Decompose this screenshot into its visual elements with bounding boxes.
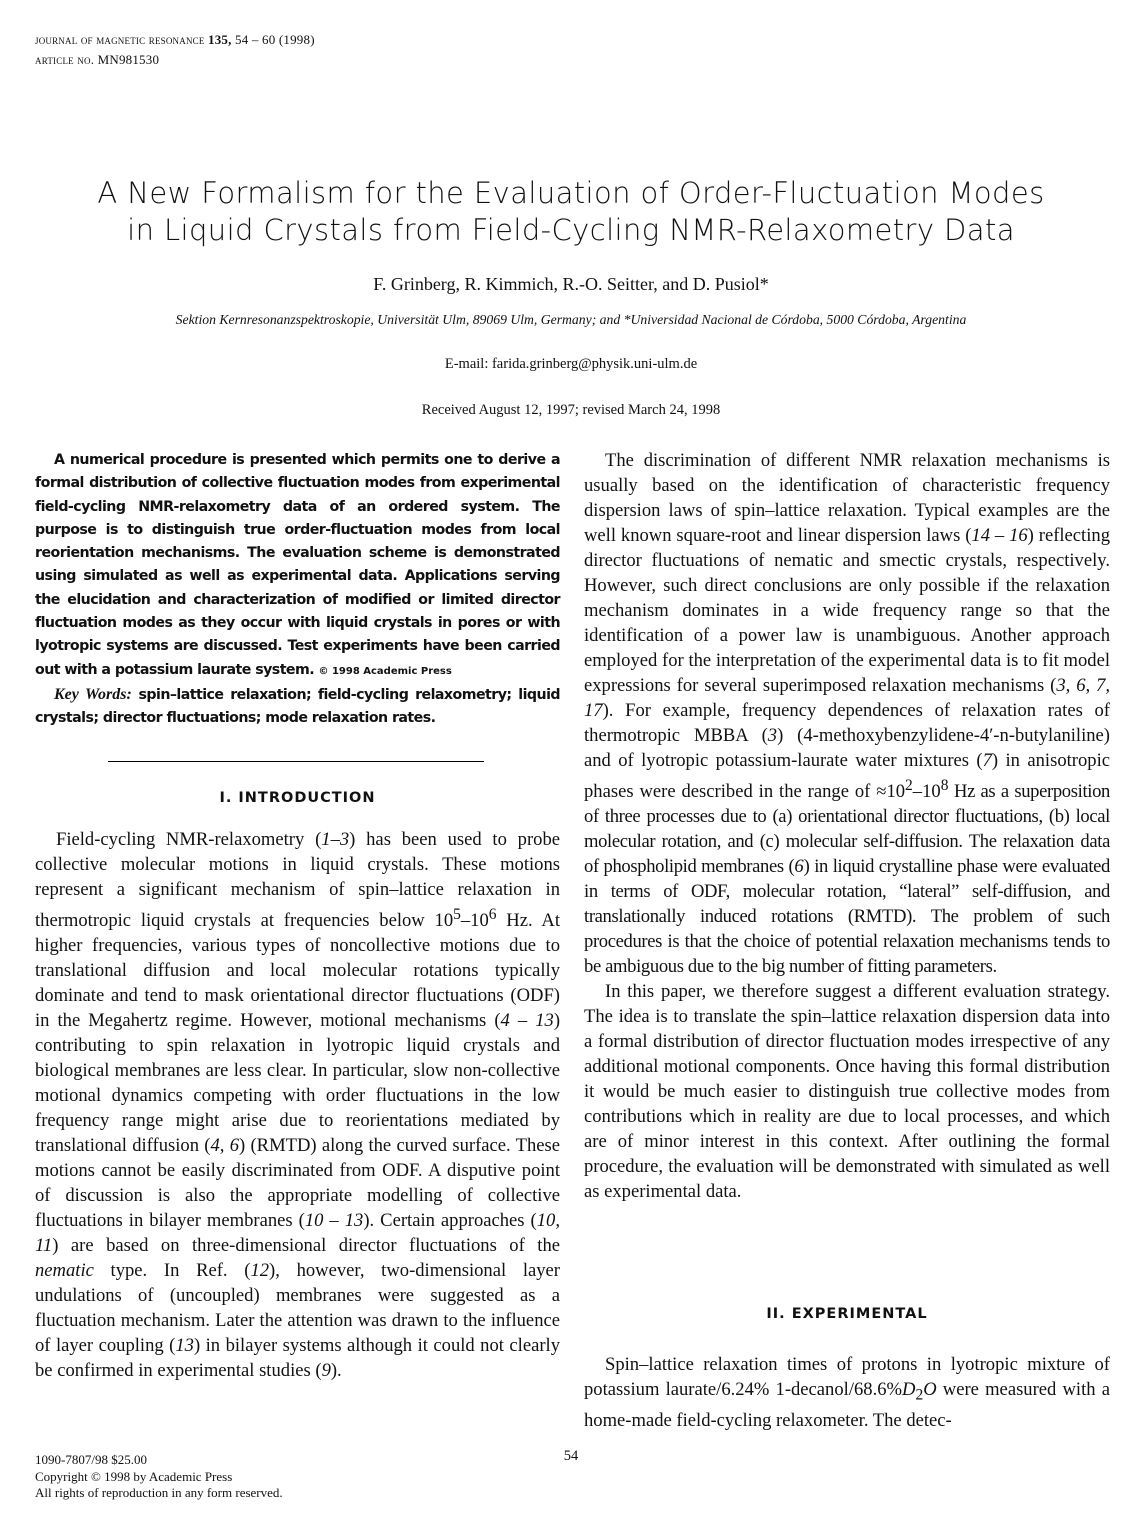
abstract bbox=[35, 449, 560, 731]
section-heading-experimental: II. EXPERIMENTAL bbox=[766, 1306, 928, 1322]
title-line-1: A New Formalism for the Evaluation of Order-Fluctuation Modes bbox=[97, 176, 1045, 210]
author-list: F. Grinberg, R. Kimmich, R.-O. Seitter, and D. Pusiol* bbox=[373, 274, 769, 294]
title-line-2: in Liquid Crystals from Field-Cycling NMR-Relaxometry Data bbox=[127, 213, 1015, 247]
footer-copyright: Copyright © 1998 by Academic Press bbox=[35, 1468, 233, 1484]
abstract-text bbox=[35, 449, 560, 683]
ref-citation: 1–3 bbox=[321, 829, 350, 850]
ref-citation: 3, 6, 7, 17 bbox=[584, 675, 1110, 721]
experimental-column bbox=[584, 1352, 1110, 1433]
paper-title bbox=[40, 175, 1102, 249]
contact-email: E-mail: farida.grinberg@physik.uni-ulm.de bbox=[444, 356, 698, 372]
abstract-body: A numerical procedure is presented which permits one to derive a formal distribution of collective fluctuation modes from experimental field-cycling NMR-relaxometry data of an ordered system. The purpose is to distinguish true order-fluctuation modes from local reorientation mechanisms. The evaluation scheme is demonstrated using simulated as well as experimental data. Applications serving the elucidation and characterization of modified or limited director fluctuation modes as they occur with liquid crystals in pores or with lyotropic systems are discussed. Test experiments have been carried out with a potassium laurate system. bbox=[35, 452, 560, 678]
key-words-list: spin–lattice relaxation; field-cycling relaxometry; liquid crystals; director fluctuations; mode relaxation rates. bbox=[35, 686, 560, 727]
introduction-right-column bbox=[584, 448, 1110, 1204]
introduction-left-column bbox=[35, 827, 560, 1383]
introduction-paragraph-3: In this paper, we therefore suggest a different evaluation strategy. The idea is to translate the spin–lattice relaxation dispersion data into a formal distribution of director fluctuation modes irrespective of any additional motional components. Once having this formal distribution it would be much easier to distinguish true collective modes from contributions which in reality are due to local processes, and which are of minor interest in this context. After outlining the formal procedure, the evaluation will be demonstrated with simulated as well as experimental data. bbox=[584, 981, 1110, 1203]
abstract-copyright: © 1998 Academic Press bbox=[318, 665, 452, 677]
received-dates: Received August 12, 1997; revised March 24, 1998 bbox=[421, 402, 721, 418]
ref-citation: 6 bbox=[794, 856, 804, 878]
introduction-paragraph-2: The discrimination of different NMR relaxation mechanisms is usually based on the identification of characteristic frequency dispersion laws of spin–lattice relaxation. Typical examples are the well known square-root and linear dispersion laws (14 – 16) reflecting director fluctuations of nematic and smectic crystals, respectively. However, such direct conclusions are only possible if the relaxation mechanism dominates in a wide frequency range so that the identification of a power law is unambiguous. Another approach employed for the interpretation of the experimental data is to fit model expressions for several superimposed relaxation mechanisms (3, 6, 7, 17). For example, frequency dependences of relaxation rates of thermotropic MBBA (3) (4-methoxybenzylidene-4′-n-butylaniline) and of lyotropic potassium-laurate water mixtures (7) in anisotropic phases were described in the range of $\approx 10^2-10^8$ Hz as a superposition of three processes due to (a) orientational director fluctuations, (b) local molecular rotation, and (c) molecular self-diffusion. The relaxation data of phospholipid membranes (6) in liquid crystalline phase were evaluated in terms of ODF, molecular rotation, “lateral” self-diffusion, and translationally induced rotations (RMTD). The problem of such procedures is that the choice of potential relaxation mechanisms tends to be ambiguous due to the big number of fitting parameters. bbox=[584, 450, 1110, 978]
ref-citation: 13 bbox=[175, 1335, 194, 1357]
ref-citation: 12 bbox=[250, 1260, 270, 1282]
key-words bbox=[35, 683, 560, 731]
article-label: article no. bbox=[35, 52, 95, 67]
ref-citation: 4 – 13 bbox=[500, 1010, 554, 1032]
nematic-term: nematic bbox=[35, 1260, 94, 1282]
page-number: 54 bbox=[563, 1448, 579, 1464]
experimental-paragraph-1: Spin–lattice relaxation times of protons in lyotropic mixture of potassium laurate/6.24% $1-decanol/68.6\%D_2O$ were measured with a home-made field-cycling relaxometer. The detec- bbox=[584, 1354, 1110, 1431]
section-heading-introduction: I. INTRODUCTION bbox=[219, 790, 376, 806]
ref-citation: 10 – 13 bbox=[304, 1210, 364, 1232]
footer-price: 1090-7807/98 $25.00 bbox=[35, 1452, 147, 1467]
journal-name: journal of magnetic resonance bbox=[35, 32, 205, 47]
section-divider bbox=[108, 761, 484, 762]
journal-volume: 135, bbox=[208, 32, 232, 47]
ref-citation: 10, 11 bbox=[35, 1210, 560, 1257]
introduction-paragraph-1: Field-cycling NMR-relaxometry (1–3) has been used to probe collective molecular motions in liquid crystals. These motions represent a significant mechanism of spin–lattice relaxation in thermotropic liquid crystals at frequencies below $10^5-10^6$ Hz. At higher frequencies, various types of noncollective motions due to translational diffusion and local molecular rotations typically dominate and tend to mask orientational director fluctuations (ODF) in the Megahertz regime. However, motional mechanisms (4 – 13) contributing to spin relaxation in lyotropic liquid crystals and biological membranes are less clear. In particular, slow non-collective motional dynamics competing with order fluctuations in the low frequency range might arise due to reorientations mediated by translational diffusion (4, 6) (RMTD) along the curved surface. These motions cannot be easily discriminated from ODF. A disputive point of discussion is also the appropriate modelling of collective fluctuations in bilayer membranes (10 – 13). Certain approaches (10, 11) are based on three-dimensional director fluctuations of the nematic type. In Ref. (12), however, two-dimensional layer undulations of (uncoupled) membranes were suggested as a fluctuation mechanism. Later the attention was drawn to the influence of layer coupling (13) in bilayer systems although it could not clearly be confirmed in experimental studies (9). bbox=[35, 829, 561, 1382]
journal-pages: 54 – 60 (1998) bbox=[235, 32, 315, 47]
affiliation: Sektion Kernresonanzspektroskopie, Universität Ulm, 89069 Ulm, Germany; and *Universidad Nacional de Córdoba, 5000 Córdoba, Argentina bbox=[175, 312, 967, 327]
article-number: MN981530 bbox=[97, 52, 160, 67]
ref-citation: 4, 6 bbox=[210, 1135, 240, 1157]
ref-citation: 9 bbox=[321, 1360, 331, 1382]
article-number-line bbox=[35, 50, 315, 70]
journal-citation bbox=[35, 30, 315, 50]
ref-citation: 3 bbox=[767, 725, 778, 746]
key-words-label: Key Words: bbox=[54, 685, 132, 703]
ref-citation: 14 – 16 bbox=[971, 525, 1028, 546]
ref-citation: 7 bbox=[982, 750, 992, 771]
journal-header bbox=[35, 30, 315, 70]
footer-rights: All rights of reproduction in any form reserved. bbox=[35, 1485, 283, 1500]
